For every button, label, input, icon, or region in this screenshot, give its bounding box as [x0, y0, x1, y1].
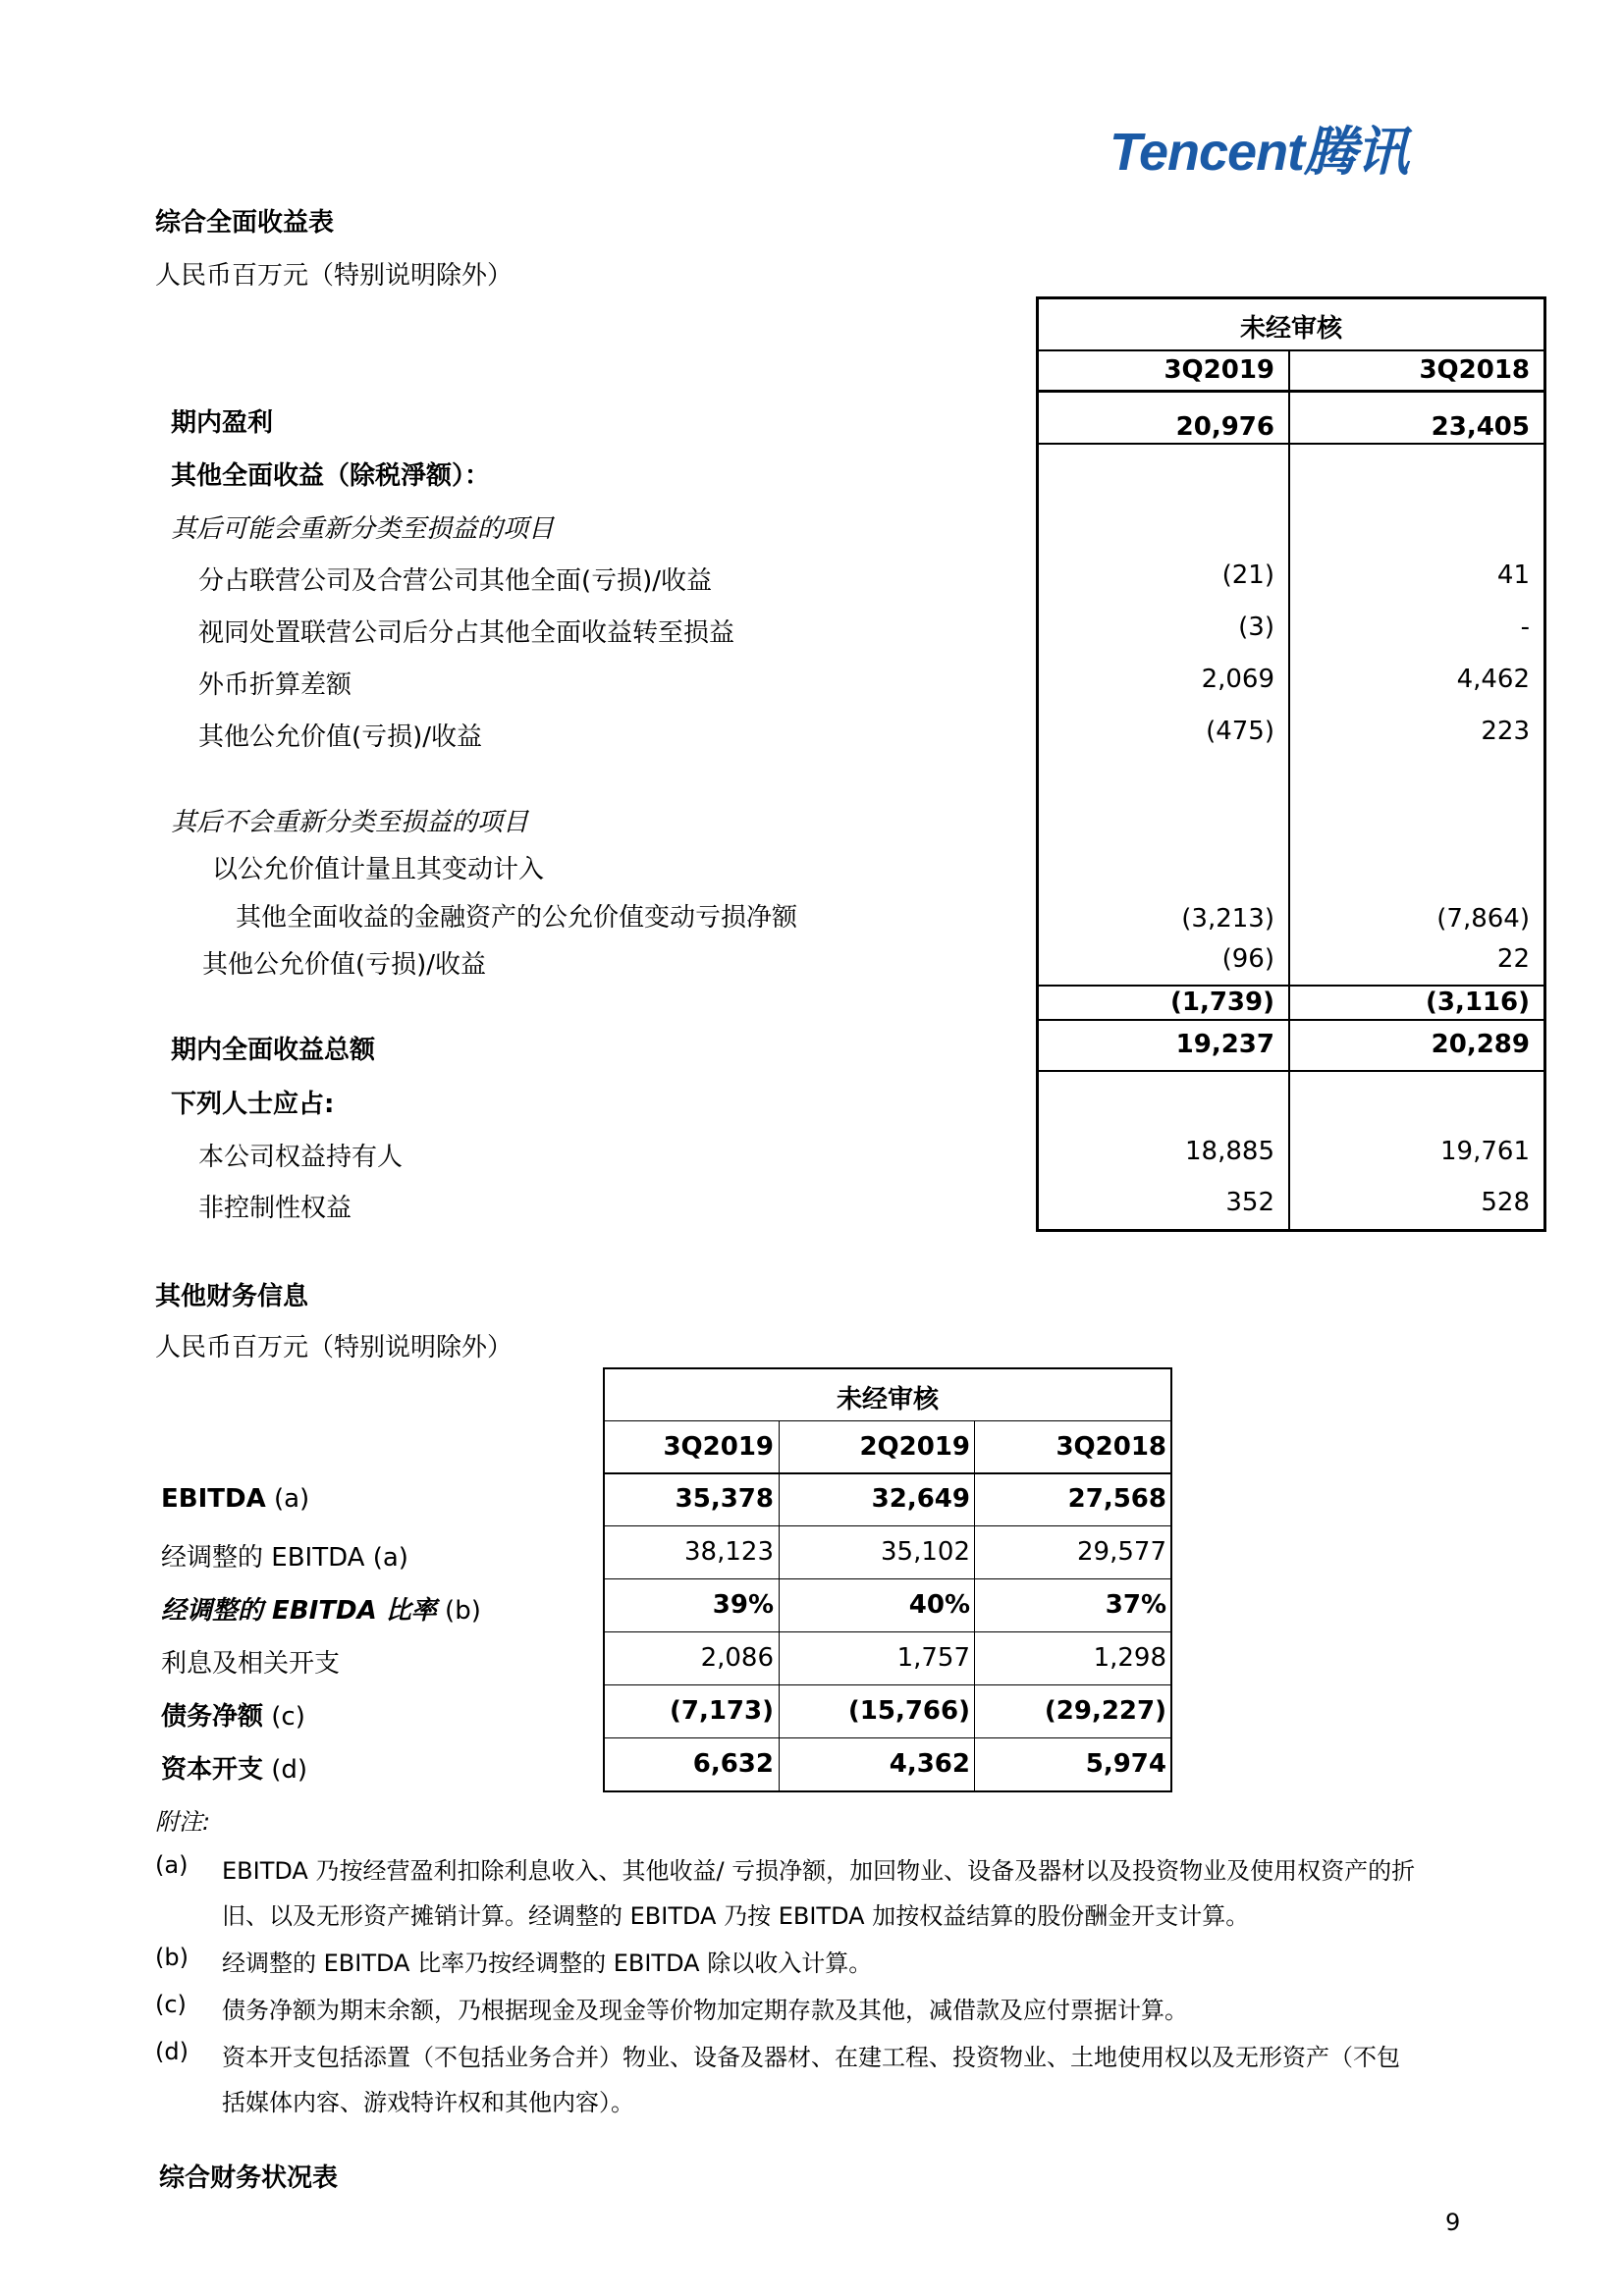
fin-row-adj-ebitda-v3: 29,577 — [1077, 1537, 1166, 1567]
note-c-mark: (c) — [155, 1991, 187, 2018]
row-recyclable-label: 其后可能会重新分类至损益的项目 — [171, 514, 555, 544]
row-nci-v2: 528 — [1481, 1188, 1530, 1217]
note-c-line1: 债务净额为期末余额，乃根据现金及现金等价物加定期存款及其他，减借款及应付票据计算。 — [222, 1997, 1188, 2024]
fin-row-net-debt — [161, 1696, 305, 1733]
row-fx-v1: 2,069 — [1201, 665, 1274, 694]
fin-row-adj-margin — [161, 1590, 481, 1627]
fin-row-capex-v2: 4,362 — [889, 1749, 970, 1779]
fin-row-capex-label: 资本开支 — [161, 1755, 264, 1785]
fin-row-capex-v3: 5,974 — [1085, 1749, 1166, 1779]
row-share-assoc-v1: (21) — [1221, 561, 1274, 590]
row-fx-v2: 4,462 — [1456, 665, 1530, 694]
row-total-label: 期内全面收益总额 — [171, 1036, 376, 1065]
fin-row-adj-margin-note: (b) — [436, 1596, 481, 1626]
fin-row-adj-ebitda-v2: 35,102 — [881, 1537, 970, 1567]
section2-unit: 人民币百万元（特别说明除外） — [155, 1333, 514, 1362]
row-share-assoc-label: 分占联营公司及合营公司其他全面(亏损)/收益 — [198, 566, 713, 596]
section3-title: 综合财务状况表 — [159, 2163, 339, 2193]
note-a-line1: EBITDA 乃按经营盈利扣除利息收入、其他收益/ 亏损净额，加回物业、设备及器材以及投资物业及使用权资产的折 — [222, 1857, 1416, 1885]
row-fv-other2-label: 其他公允价值(亏损)/收益 — [202, 950, 487, 980]
row-oci-label: 其他全面收益（除税淨额）： — [171, 461, 491, 491]
fin-row-adj-margin-v3: 37% — [1105, 1590, 1166, 1620]
income-col-header-3q2018: 3Q2018 — [1419, 355, 1530, 385]
fin-row-capex-v1: 6,632 — [692, 1749, 774, 1779]
row-equity-holders-v2: 19,761 — [1440, 1137, 1530, 1166]
row-profit-label: 期内盈利 — [171, 408, 274, 438]
row-transfer-v2: - — [1520, 613, 1530, 642]
row-fv-other-v2: 223 — [1481, 717, 1530, 746]
note-b-line1: 经调整的 EBITDA 比率乃按经调整的 EBITDA 除以收入计算。 — [222, 1949, 873, 1977]
row-subtotal-v2: (3,116) — [1425, 988, 1530, 1017]
fin-row-adj-ebitda-label: 经调整的 EBITDA (a) — [161, 1543, 408, 1573]
fin-row-ebitda-v3: 27,568 — [1067, 1484, 1166, 1514]
fin-row-interest-v3: 1,298 — [1093, 1643, 1166, 1673]
financial-col-header-2q2019: 2Q2019 — [859, 1432, 970, 1462]
row-nonrecyclable-label: 其后不会重新分类至损益的项目 — [171, 808, 529, 837]
row-fx-label: 外币折算差额 — [198, 670, 352, 700]
row-fvoci-line2-label: 其他全面收益的金融资产的公允价值变动亏损净额 — [236, 903, 798, 933]
note-d-line1: 资本开支包括添置（不包括业务合并）物业、设备及器材、在建工程、投资物业、土地使用权以及无形资产（不包 — [222, 2044, 1400, 2071]
fin-row-interest-label: 利息及相关开支 — [161, 1649, 341, 1679]
page-number: 9 — [1445, 2209, 1461, 2236]
note-a-line2: 旧、以及无形资产摊销计算。经调整的 EBITDA 乃按 EBITDA 加按权益结算的股份酬金开支计算。 — [222, 1902, 1250, 1930]
row-total-v1: 19,237 — [1175, 1030, 1274, 1059]
fin-row-ebitda — [161, 1484, 309, 1514]
row-equity-holders-v1: 18,885 — [1185, 1137, 1274, 1166]
fin-row-ebitda-note: (a) — [265, 1484, 310, 1514]
fin-row-capex — [161, 1749, 307, 1786]
section1-unit: 人民币百万元（特别说明除外） — [155, 261, 514, 291]
notes-title: 附注: — [155, 1808, 211, 1836]
income-col-header-3q2019: 3Q2019 — [1164, 355, 1274, 385]
row-equity-holders-label: 本公司权益持有人 — [198, 1143, 404, 1172]
financial-col-header-3q2018: 3Q2018 — [1056, 1432, 1166, 1462]
fin-row-interest-v1: 2,086 — [700, 1643, 774, 1673]
fin-row-net-debt-label: 债务净额 — [161, 1702, 264, 1732]
fin-row-adj-margin-v2: 40% — [908, 1590, 970, 1620]
fin-row-capex-note: (d) — [263, 1755, 308, 1785]
row-fv-other-v1: (475) — [1206, 717, 1274, 746]
row-profit-v2: 23,405 — [1431, 412, 1530, 442]
financial-col-header-3q2019: 3Q2019 — [663, 1432, 774, 1462]
row-fvoci-v1: (3,213) — [1181, 904, 1274, 934]
note-b-mark: (b) — [155, 1944, 189, 1971]
income-table-group-header: 未经审核 — [1239, 314, 1342, 344]
row-subtotal-v1: (1,739) — [1169, 988, 1274, 1017]
section2-title: 其他财务信息 — [155, 1282, 309, 1311]
note-d-mark: (d) — [155, 2038, 189, 2065]
row-attributable-label: 下列人士应占: — [171, 1090, 335, 1119]
fin-row-ebitda-v2: 32,649 — [871, 1484, 970, 1514]
fin-row-adj-margin-label: 经调整的 EBITDA 比率 — [161, 1596, 437, 1626]
financial-table-group-header: 未经审核 — [836, 1385, 939, 1415]
fin-row-net-debt-v2: (15,766) — [847, 1696, 970, 1726]
fin-row-net-debt-v3: (29,227) — [1044, 1696, 1166, 1726]
fin-row-interest — [161, 1643, 340, 1680]
row-total-v2: 20,289 — [1431, 1030, 1530, 1059]
fin-row-ebitda-label: EBITDA — [161, 1484, 266, 1514]
note-d-line2: 括媒体内容、游戏特许权和其他内容）。 — [222, 2089, 634, 2116]
row-fv-other-label: 其他公允价值(亏损)/收益 — [198, 722, 483, 752]
fin-row-adj-ebitda-v1: 38,123 — [684, 1537, 774, 1567]
row-transfer-label: 视同处置联营公司后分占其他全面收益转至损益 — [198, 618, 735, 648]
tencent-logo: Tencent腾讯 — [1110, 123, 1409, 182]
fin-row-net-debt-note: (c) — [263, 1702, 305, 1732]
fin-row-ebitda-v1: 35,378 — [675, 1484, 774, 1514]
row-nci-v1: 352 — [1225, 1188, 1274, 1217]
row-nci-label: 非控制性权益 — [198, 1194, 352, 1223]
row-share-assoc-v2: 41 — [1496, 561, 1530, 590]
row-transfer-v1: (3) — [1238, 613, 1274, 642]
fin-row-adj-margin-v1: 39% — [712, 1590, 774, 1620]
note-a-mark: (a) — [155, 1851, 189, 1879]
fin-row-interest-v2: 1,757 — [896, 1643, 970, 1673]
row-fvoci-line1-label: 以公允价值计量且其变动计入 — [212, 855, 545, 884]
fin-row-adj-ebitda — [161, 1537, 408, 1574]
row-fv-other2-v2: 22 — [1496, 944, 1530, 974]
fin-row-net-debt-v1: (7,173) — [669, 1696, 774, 1726]
row-fv-other2-v1: (96) — [1221, 944, 1274, 974]
row-fvoci-v2: (7,864) — [1436, 904, 1530, 934]
section1-title: 综合全面收益表 — [155, 208, 335, 238]
row-profit-v1: 20,976 — [1175, 412, 1274, 442]
